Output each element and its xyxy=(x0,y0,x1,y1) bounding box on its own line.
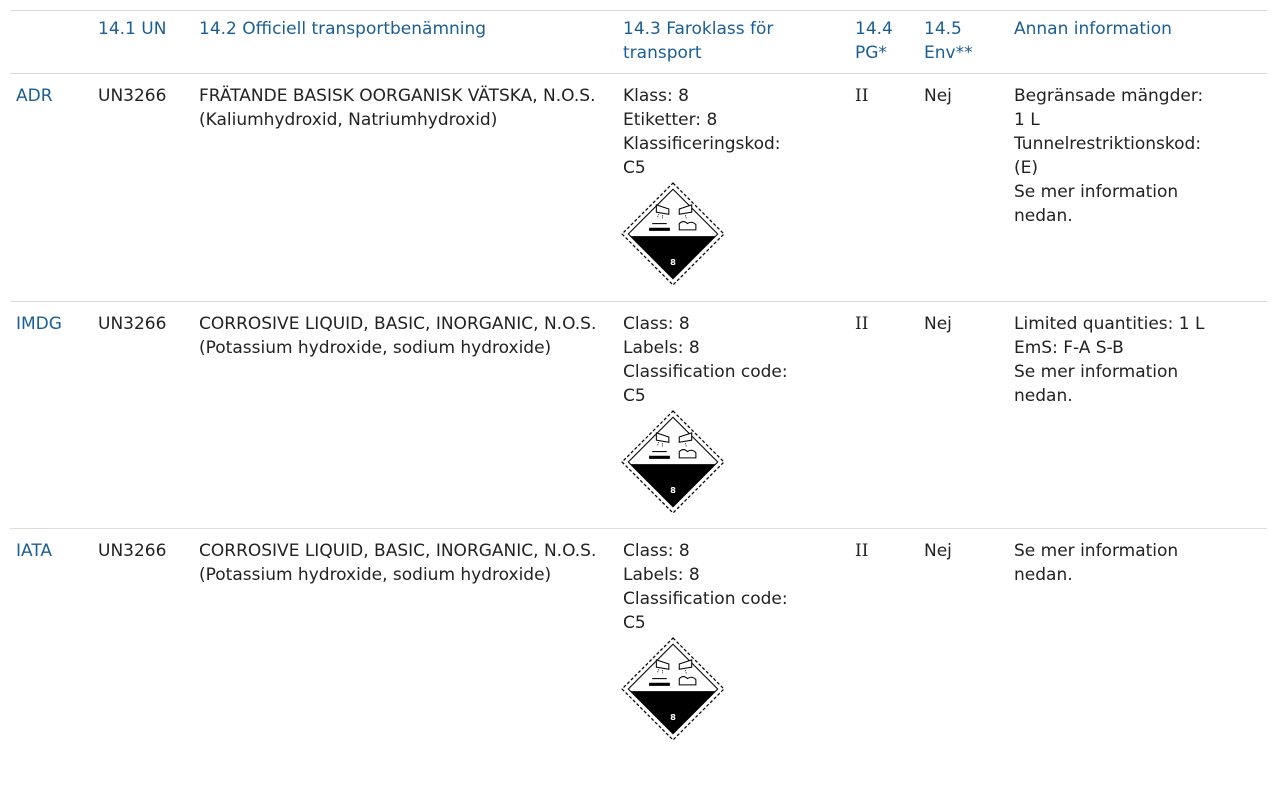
classification-code-line: Classification code: xyxy=(623,362,788,382)
other-info-cell xyxy=(1008,74,1267,302)
classification-code-value: C5 xyxy=(623,386,646,406)
label-line: Labels: 8 xyxy=(623,565,700,585)
shipping-name: CORROSIVE LIQUID, BASIC, INORGANIC, N.O.S. (Potassium hydroxide, sodium hydroxide) xyxy=(199,541,597,585)
packing-group: II xyxy=(855,541,869,561)
other-info-line: Se mer information xyxy=(1014,541,1179,561)
other-info-line: (E) xyxy=(1014,158,1039,178)
header-packing-group: 14.4 PG* xyxy=(849,11,918,74)
classification-code-value: C5 xyxy=(623,613,646,633)
environmental-hazard: Nej xyxy=(918,74,1008,302)
transport-information-table xyxy=(10,10,1267,769)
hazard-label-number: 8 xyxy=(670,712,676,723)
un-number: UN3266 xyxy=(98,541,167,561)
other-info-line: nedan. xyxy=(1014,386,1073,406)
packing-group: II xyxy=(849,302,918,529)
other-info-cell xyxy=(1008,302,1267,529)
other-info-line: Se mer information xyxy=(1014,362,1179,382)
header-hazard-class: 14.3 Faroklass för transport xyxy=(617,11,849,74)
classification-code-value: C5 xyxy=(623,158,646,178)
other-info-line: nedan. xyxy=(1014,565,1073,585)
classification-code-line: Classification code: xyxy=(623,589,788,609)
transport-mode: IATA xyxy=(16,541,53,561)
transport-mode: ADR xyxy=(10,74,92,302)
label-line: Labels: 8 xyxy=(623,338,700,358)
other-info-line: 1 L xyxy=(1014,110,1040,130)
table-row-iata xyxy=(10,529,1267,769)
corrosive-hazard-icon xyxy=(621,637,725,741)
corrosive-hazard-icon xyxy=(621,410,725,514)
other-info-line: nedan. xyxy=(1014,206,1073,226)
hazard-class-cell xyxy=(617,302,849,529)
label-line: Etiketter: 8 xyxy=(623,110,718,130)
un-number: UN3266 xyxy=(92,302,193,529)
class-line: Klass: 8 xyxy=(623,86,689,106)
class-line: Class: 8 xyxy=(623,541,690,561)
header-un-number: 14.1 UN xyxy=(92,11,193,74)
table-row-imdg xyxy=(10,302,1267,529)
header-row xyxy=(10,11,1267,74)
packing-group: II xyxy=(849,74,918,302)
table-row-adr xyxy=(10,74,1267,302)
header-other-info: Annan information xyxy=(1008,11,1267,74)
header-mode xyxy=(10,11,92,74)
classification-code-line: Klassificeringskod: xyxy=(623,134,781,154)
hazard-class-cell xyxy=(617,74,849,302)
shipping-name: FRÄTANDE BASISK OORGANISK VÄTSKA, N.O.S. (Kaliumhydroxid, Natriumhydroxid) xyxy=(193,74,617,302)
environmental-hazard: Nej xyxy=(924,541,952,561)
shipping-name: CORROSIVE LIQUID, BASIC, INORGANIC, N.O.S. (Potassium hydroxide, sodium hydroxide) xyxy=(193,302,617,529)
corrosive-hazard-icon xyxy=(621,182,725,286)
hazard-class-cell xyxy=(617,529,849,769)
other-info-cell xyxy=(1008,529,1267,769)
other-info-line: Tunnelrestriktionskod: xyxy=(1014,134,1202,154)
environmental-hazard: Nej xyxy=(918,302,1008,529)
transport-mode: IMDG xyxy=(10,302,92,529)
other-info-line: Begränsade mängder: xyxy=(1014,86,1204,106)
header-shipping-name: 14.2 Officiell transportbenämning xyxy=(193,11,617,74)
class-line: Class: 8 xyxy=(623,314,690,334)
hazard-label-number: 8 xyxy=(670,485,676,496)
other-info-line: EmS: F-A S-B xyxy=(1014,338,1124,358)
hazard-label-number: 8 xyxy=(670,257,676,268)
other-info-line: Se mer information xyxy=(1014,182,1179,202)
header-environmental: 14.5 Env** xyxy=(918,11,1008,74)
un-number: UN3266 xyxy=(92,74,193,302)
other-info-line: Limited quantities: 1 L xyxy=(1014,314,1205,334)
